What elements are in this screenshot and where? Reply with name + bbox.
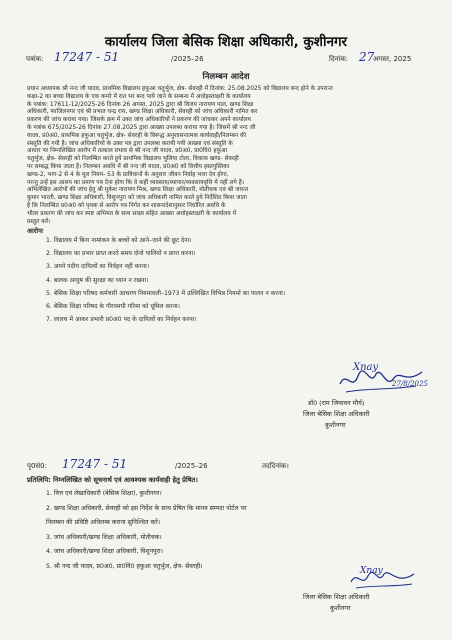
copy-item: 5. श्री नन्द जी यादव, प्र0अ0, प्रा0वि0 हफुआ चतुर्भुज, क्षेत्र- सेवरही।: [46, 562, 203, 570]
body-line: चतुर्भुज, क्षेत्र- सेवरही को निलम्बित करते हुये प्राथमिक विद्यालय भुलिया टोला, विकास खण्ड- सेवरही: [27, 156, 239, 163]
charge-item: 4. बालक आयुष की सुरक्षा का ध्यान न रखना।: [46, 276, 149, 284]
charge-item: 3. अपने पदीय दायित्वों का निर्वहन नहीं करना।: [46, 263, 150, 271]
charge-item: 2. विद्यालय का प्रभार प्राप्त करते समय दोनो पालियों न प्राप्त करना।: [46, 250, 196, 258]
officer-designation: जिला बेसिक शिक्षा अधिकारी: [303, 410, 370, 418]
office-title: कार्यालय जिला बेसिक शिक्षा अधिकारी, कुशीनगर: [104, 34, 348, 50]
date-handwritten: 27: [359, 50, 375, 64]
body-line: प्रधान अध्यापक श्री नन्द जी यादव, प्राथमिक विद्यालय हफुआ चतुर्भुज, क्षेत्र- सेवरही में दिनांक: 25.08.2025 को विद्यालय बन्द होने के उपरान्त: [27, 86, 333, 92]
copy-session: /2025–26: [175, 462, 208, 470]
body-line: अभिलेखित आरोपों की जांच हेतु श्री मुकेश नारायण मिश्र, खण्ड शिक्षा अधिकारी, मोतीचक एवं श्री जयन्त: [27, 187, 249, 194]
body-line: है कि निलम्बित प्र0अ0 को पृथक से आरोप पत्र निर्गत कर शासनादेशानुसार निर्धारित अवधि के: [27, 202, 226, 209]
officer-designation-2: जिला बेसिक शिक्षा अधिकारी: [303, 593, 370, 601]
order-body: [27, 86, 439, 226]
body-line: आधार पर निम्नलिखित आरोप में तत्काल प्रभाव से श्री नन्द जी यादव, प्र0अ0, प्रा0वि0 हफुआ: [27, 148, 228, 155]
charge-item: 5. बेसिक शिक्षा परिषद कर्मचारी आचरण नियमावली–1973 में उल्लिखित विभिन्न नियमों का पालन न करना।: [46, 289, 286, 297]
copy-item: 3. जांच अधिकारी/खण्ड शिक्षा अधिकारी, मोतीचक।: [46, 533, 162, 541]
body-line: खण्ड-2, भाग-2 से 4 के मूल नियम- 53 के प्राविधानों के अनुसार जीवन निर्वाह भत्ता देय होगा,: [27, 171, 229, 178]
body-line: पर सम्बद्ध किया जाता है। निलम्बन अवधि में श्री नन्द जी यादव, प्र0अ0 को वित्तीय हस्तपुस्तिका: [27, 163, 230, 170]
charges-heading: आरोपः: [27, 227, 44, 235]
signature-text: Xnay: [353, 362, 379, 373]
subject-heading: निलम्बन आदेश: [202, 72, 250, 82]
body-line: यादव, प्र0अ0, प्राथमिक हफुआ चतुर्भुज, क्षेत्र- सेवरही के विरूद्ध अनुशासनात्मक कार्यवाही/निलम्बन की: [27, 132, 247, 139]
charge-item: 6. बेसिक शिक्षा परिषद के गौरवमयी गरिमा को धूमिल करना।: [46, 303, 180, 311]
date-rest: अगस्त, 2025: [373, 55, 412, 63]
signature-scribble-2: [348, 566, 418, 592]
officer-place-2: कुशीनगर: [330, 604, 351, 612]
charge-item: 1. विद्यालय में बिना नामांकन के बच्चों को आने–जाने की छूट देना।: [46, 237, 192, 244]
signature-date: 27/8/2025: [392, 380, 428, 388]
body-line: संस्तुति की गयी है। जांच अधिकारियों के उक्त पत्र द्वारा उपलब्ध करायी गयी आख्या एवं संस्तुति के: [27, 140, 233, 147]
charges-list: [46, 234, 436, 326]
body-line: के पत्रांक 675/2025-26 दिनांक 27.08.2025 द्वारा आख्या उपलब्ध कराया गया है। जिसमें श्री नन्द जी: [27, 124, 256, 131]
patrank-label: पत्रांक:: [26, 55, 44, 63]
copy-item: 2. खण्ड शिक्षा अधिकारी, सेवरही को इस निर्देश के साथ प्रेषित कि मानव सम्पदा पोर्टल पर: [46, 504, 247, 512]
signature-text-2: Xnay: [360, 566, 383, 576]
body-line: कक्षा-2 का बच्चा विद्यालय के एक कमरे में रात भर बन्द पाये जाने के सम्बन्ध में अधोहस्ताक्षरी के कार्यालय: [27, 93, 251, 100]
copy-heading: प्रतिलिपि: निम्नलिखित को सूचनार्थ एवं आवश्यक कार्यवाही हेतु प्रेषित।: [27, 476, 198, 484]
body-line: के पत्रांक: 17611-12/2025-26 दिनांक 26 अगस्त, 2025 द्वारा श्री विजय नारायण पाल, खण्ड शिक्षा: [27, 101, 254, 108]
copy-list: [46, 487, 436, 575]
copy-item: निलम्बन की प्रविष्टि अविलम्ब कराना सुनिश्चित करें।: [46, 519, 161, 527]
body-line: अधिकारी, फाजिलनगर एवं श्री प्रभात चन्द्र राय, खण्ड शिक्षा अधिकारी, सेवरही को जांच अधिकारी नामित कर: [27, 109, 258, 116]
officer-place: कुशीनगर: [325, 421, 346, 429]
copy-item: 4. जांच अधिकारी/खण्ड शिक्षा अधिकारी, विशुनपुरा।: [46, 548, 163, 556]
body-line: भीतर प्रकरण की जांच कर स्पष्ट अभिमत के साथ साक्ष्य सहित आख्या अधोहस्ताक्षरी के कार्यालय में: [27, 210, 237, 217]
copy-patrank-handwritten: 17247 - 51: [62, 457, 128, 471]
copy-date-label: तददिनांक।: [262, 462, 289, 470]
body-line: कुमार भारती, खण्ड शिक्षा अधिकारी, विशुनपुरा को जांच अधिकारी नामित करते हुये निर्देशित किया जाता: [27, 195, 247, 202]
date-label: दिनांक:: [329, 55, 348, 63]
body-line: परन्तु उन्हें इस आशय का प्रमाण पत्र देना होगा कि वे कहीं व्यवसाय/व्यापार/व्यवसायवृत्ति में नहीं लगे हैं।: [27, 179, 245, 186]
body-line: प्रकरण की जांच कराया गया। जिसके क्रम में उक्त जांच अधिकारियों ने प्रकरण की जांचकर अपने कार्यालय: [27, 117, 251, 124]
body-line: प्रस्तुत करें।: [27, 218, 51, 225]
officer-name: डॉ0 (राम जियावन मौर्य): [308, 399, 365, 407]
copy-patrank-label: पृ0सं0:: [27, 462, 47, 470]
patrank-handwritten: 17247 - 51: [54, 50, 120, 64]
patrank-session: /2025–26: [171, 55, 204, 63]
charge-item: 7. लालच में आकर प्रभारी प्र0अ0 पद के दायित्वों का निर्वहन करना।: [46, 316, 197, 324]
copy-item: 1. वित्त एवं लेखाधिकारी (बेसिक शिक्षा), कुशीनगर।: [46, 490, 162, 497]
